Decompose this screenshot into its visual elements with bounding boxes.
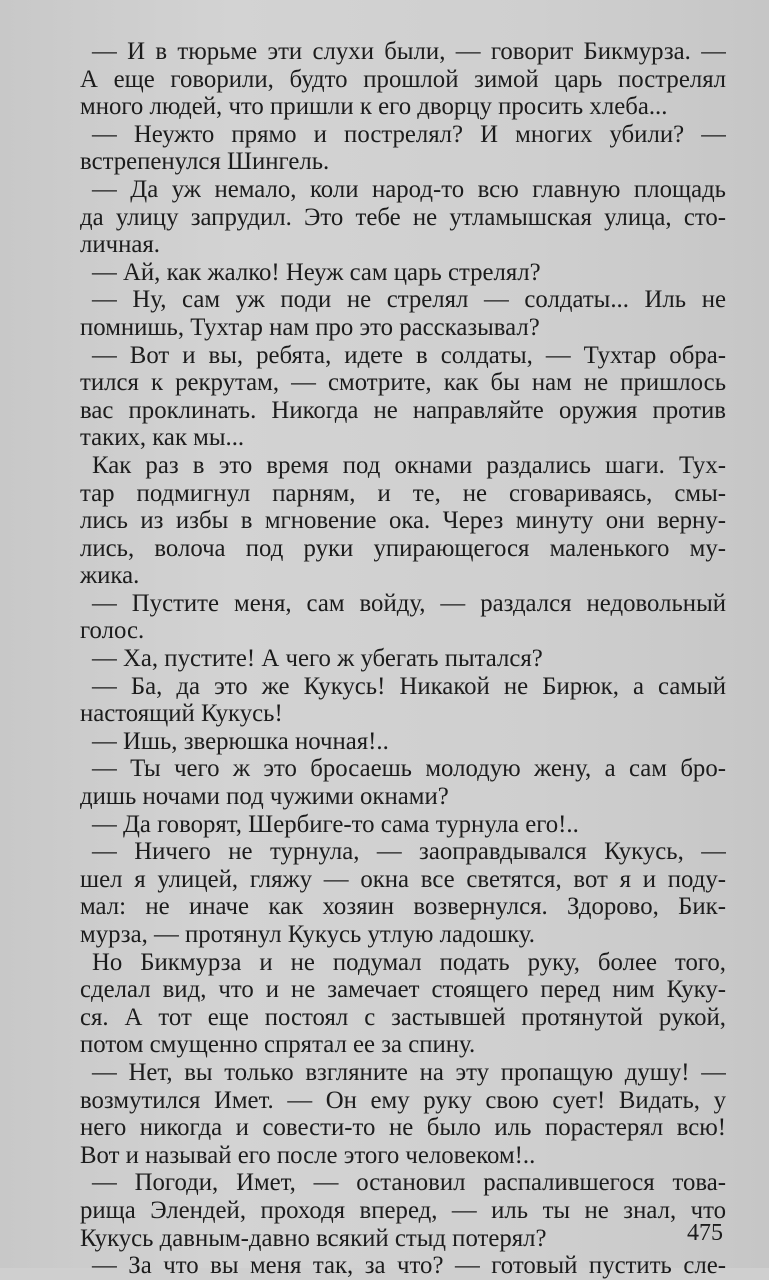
page-body-text	[80, 38, 726, 1280]
text-line: настоящий Кукусь!	[80, 700, 283, 728]
text-line: Кукусь давным-давно всякий стыд потерял?	[80, 1224, 547, 1252]
text-line: мал: не иначе как хозяин возвернулся. Здорово, Бик-	[80, 893, 726, 921]
text-line: дишь ночами под чужими окнами?	[80, 783, 449, 811]
text-line: А еще говорили, будто прошлой зимой царь пострелял	[80, 65, 726, 93]
text-line: Как раз в это время под окнами раздались шаги. Тух-	[92, 451, 726, 479]
text-line: — Погоди, Имет, — остановил распалившегося това-	[92, 1169, 726, 1197]
text-line: — Ай, как жалко! Неуж сам царь стрелял?	[92, 258, 541, 286]
text-line: Вот и называй его после этого человеком!..	[80, 1141, 536, 1169]
text-line: голос.	[80, 617, 145, 645]
text-line: мурза, — протянул Кукусь утлую ладошку.	[80, 921, 535, 948]
text-line: таких, как мы...	[80, 424, 245, 452]
text-line: — Ишь, зверюшка ночная!..	[92, 727, 389, 755]
text-line: шел я улицей, гляжу — окна все светятся, вот я и поду-	[80, 865, 726, 893]
text-line: жика.	[80, 562, 140, 590]
text-line: личная.	[80, 231, 160, 259]
text-line: ся. А тот еще постоял с застывшей протянутой рукой,	[80, 1003, 726, 1031]
text-line: — Вот и вы, ребята, идете в солдаты, — Тухтар обра-	[92, 341, 726, 369]
text-line: — Ну, сам уж поди не стрелял — солдаты... Иль не	[92, 286, 726, 314]
text-line: — И в тюрьме эти слухи были, — говорит Бикмурза. —	[92, 38, 726, 65]
text-line: — Ничего не турнула, — заоправдывался Кукусь, —	[92, 838, 726, 866]
text-line: — За что вы меня так, за что? — готовый пустить сле-	[92, 1252, 726, 1280]
text-line: — Неужто прямо и пострелял? И многих убили? —	[92, 120, 726, 148]
text-line: тился к рекрутам, — смотрите, как бы нам не пришлось	[80, 369, 726, 397]
text-line: — Да уж немало, коли народ-то всю главную площадь	[92, 175, 726, 203]
text-line: — Нет, вы только взгляните на эту пропащую душу! —	[92, 1058, 726, 1086]
text-line: много людей, что пришли к его дворцу просить хлеба...	[80, 93, 668, 121]
text-line: — Да говорят, Шербиге-то сама турнула его!..	[92, 810, 579, 838]
page-number: 475	[687, 1220, 723, 1246]
text-line: лись, волоча под руки упирающегося маленького му-	[80, 534, 726, 562]
text-line: потом смущенно спрятал ее за спину.	[80, 1031, 476, 1059]
text-line: — Пустите меня, сам войду, — раздался недовольный	[92, 589, 726, 617]
text-line: встрепенулся Шингель.	[80, 148, 330, 176]
text-line: помнишь, Тухтар нам про это рассказывал?	[80, 313, 540, 341]
text-line: возмутился Имет. — Он ему руку свою сует! Видать, у	[80, 1086, 726, 1114]
text-line: него никогда и совести-то не было иль порастерял всю!	[80, 1114, 726, 1142]
text-line: рища Элендей, проходя вперед, — иль ты не знал, что	[80, 1196, 726, 1224]
text-line: тар подмигнул парням, и те, не сговариваясь, смы-	[80, 479, 726, 507]
text-line: вас проклинать. Никогда не направляйте оружия против	[80, 396, 726, 424]
text-line: — Ба, да это же Кукусь! Никакой не Бирюк, а самый	[92, 672, 726, 700]
text-line: лись из избы в мгновение ока. Через минуту они верну-	[80, 507, 726, 535]
text-line: сделал вид, что и не замечает стоящего перед ним Куку-	[80, 976, 726, 1004]
text-line: Но Бикмурза и не подумал подать руку, более того,	[92, 948, 726, 976]
text-line: да улицу запрудил. Это тебе не утламышская улица, сто-	[80, 203, 726, 231]
text-line: — Ха, пустите! А чего ж убегать пытался?	[92, 645, 543, 673]
text-line: — Ты чего ж это бросаешь молодую жену, а сам бро-	[92, 755, 726, 783]
